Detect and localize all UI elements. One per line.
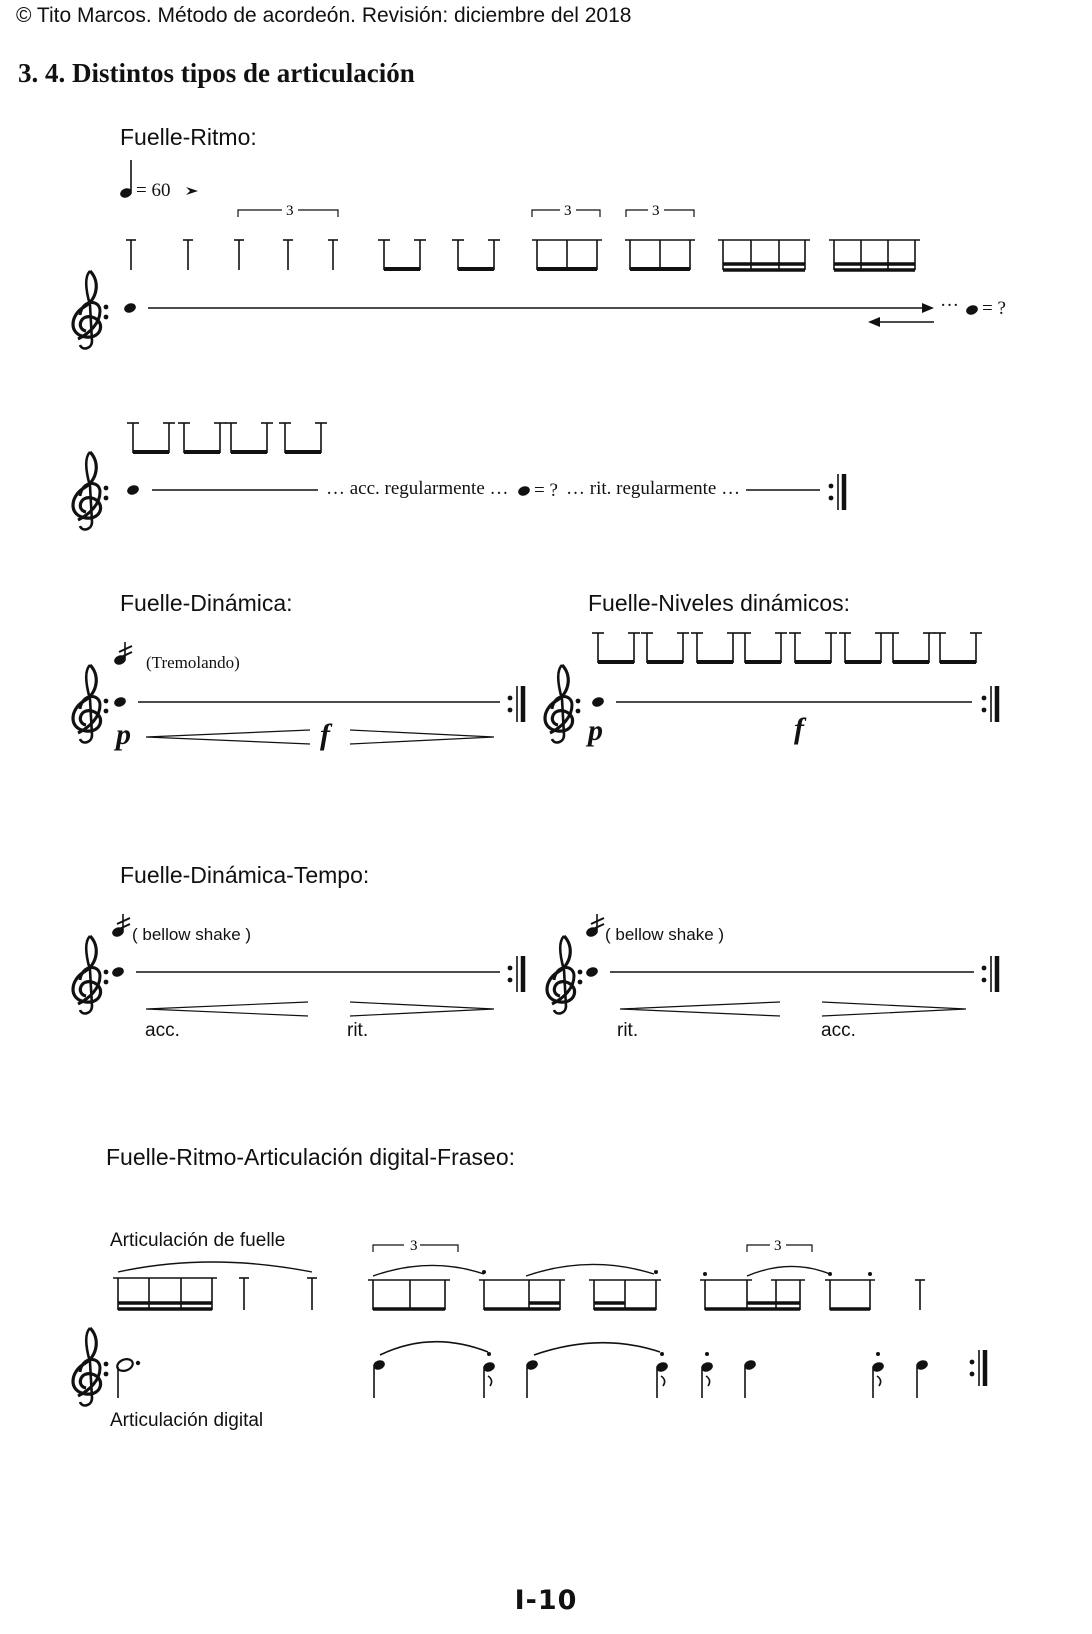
acc-mark: acc.	[145, 1020, 180, 1041]
tempo-question-mark: = ?	[534, 480, 558, 501]
bellow-shake-text: ( bellow shake )	[132, 925, 252, 944]
tremolando-text: (Tremolando)	[146, 653, 240, 672]
acc-regularmente-text: … acc. regularmente …	[326, 478, 509, 499]
ellipsis-mark: ···	[940, 295, 959, 316]
exercise-title-ritmo: Fuelle-Ritmo:	[120, 124, 257, 150]
section-title: 3. 4. Distintos tipos de articulación	[18, 58, 415, 88]
fraseo-staff	[73, 1328, 985, 1405]
svg-text:3: 3	[774, 1238, 782, 1254]
page-number: I-10	[514, 1585, 578, 1616]
tempo-mark: = 60	[136, 180, 171, 201]
ritmo-staff-1	[73, 160, 979, 348]
dinamica-staff	[73, 642, 523, 744]
rit-regularmente-text: … rit. regularmente …	[566, 478, 741, 499]
articulacion-fuelle-label: Articulación de fuelle	[110, 1230, 286, 1251]
exercise-title-dinamica: Fuelle-Dinámica:	[120, 590, 293, 616]
header-copyright: © Tito Marcos. Método de acordeón. Revisión: diciembre del 2018	[16, 4, 632, 27]
svg-text:3: 3	[410, 1238, 418, 1254]
niveles-staff	[545, 633, 997, 742]
svg-text:3: 3	[286, 203, 294, 219]
tempo-end-mark: = ?	[982, 298, 1006, 319]
dynamic-piano: p	[588, 714, 603, 747]
rit-mark: rit.	[347, 1020, 369, 1041]
dynamic-forte: f	[320, 718, 330, 751]
exercise-title-dinamica-tempo: Fuelle-Dinámica-Tempo:	[120, 862, 370, 888]
exercise-title-fraseo: Fuelle-Ritmo-Articulación digital-Fraseo:	[106, 1144, 516, 1170]
dynamic-piano: p	[116, 718, 131, 751]
ritmo-staff-2	[73, 423, 844, 529]
rit-mark: rit.	[617, 1020, 639, 1041]
dinamica-tempo-staff-left	[73, 914, 523, 1016]
svg-text:3: 3	[564, 203, 572, 219]
bellow-shake-text: ( bellow shake )	[605, 925, 725, 944]
acc-mark: acc.	[821, 1020, 856, 1041]
svg-text:3: 3	[652, 203, 660, 219]
dinamica-tempo-staff-right	[547, 914, 997, 1016]
dynamic-forte: f	[794, 712, 804, 745]
exercise-title-niveles: Fuelle-Niveles dinámicos:	[588, 590, 851, 616]
fraseo-top-rhythm	[113, 1238, 925, 1310]
articulacion-digital-label: Articulación digital	[110, 1410, 264, 1431]
